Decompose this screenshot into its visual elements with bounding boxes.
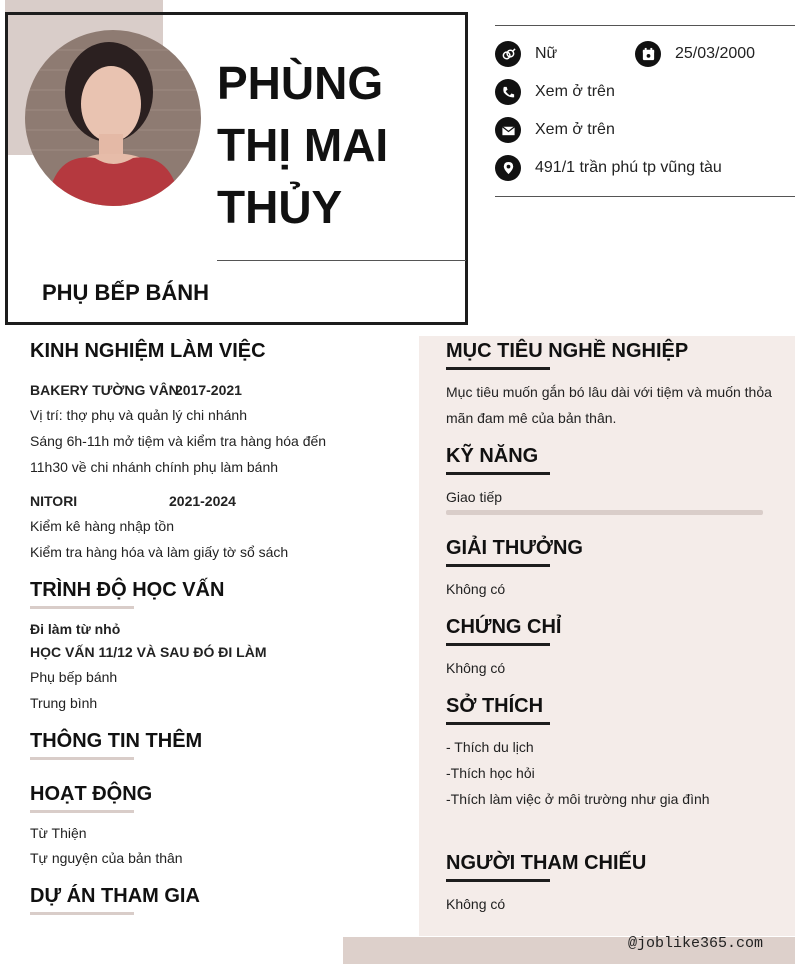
section-title-references: NGƯỜI THAM CHIẾU: [446, 852, 647, 874]
education-detail: Phụ bếp bánh: [30, 669, 118, 685]
section-title-extra: THÔNG TIN THÊM: [30, 730, 203, 752]
divider: [495, 196, 795, 197]
job-title: PHỤ BẾP BÁNH: [42, 280, 210, 305]
objective-text: mãn đam mê của bản thân.: [446, 410, 617, 426]
email-value: Xem ở trên: [535, 121, 615, 138]
section-underline: [446, 564, 550, 567]
job-company: BAKERY TƯỜNG VÂN: [30, 382, 179, 398]
contact-birthday: [635, 41, 755, 67]
section-underline: [446, 879, 550, 882]
hobby-item: - Thích du lịch: [446, 739, 534, 755]
section-underline: [446, 472, 550, 475]
phone-value: Xem ở trên: [535, 83, 615, 100]
job-period: 2017-2021: [175, 382, 242, 398]
section-title-education: TRÌNH ĐỘ HỌC VẤN: [30, 579, 225, 601]
education-detail: Trung bình: [30, 695, 98, 711]
section-underline: [446, 367, 550, 370]
section-title-activities: HOẠT ĐỘNG: [30, 783, 153, 805]
contact-address: [495, 155, 722, 181]
job-description: Kiểm tra hàng hóa và làm giấy tờ sổ sách: [30, 544, 289, 560]
watermark: @joblike365.com: [628, 935, 764, 952]
section-underline: [30, 810, 134, 813]
job-description: Sáng 6h-11h mở tiệm và kiểm tra hàng hóa đến: [30, 433, 327, 449]
section-underline: [446, 643, 550, 646]
section-underline: [30, 757, 134, 760]
divider: [495, 25, 795, 26]
birthday-value: 25/03/2000: [675, 45, 756, 62]
job-company: NITORI: [30, 493, 78, 509]
job-description: 11h30 về chi nhánh chính phụ làm bánh: [30, 459, 279, 475]
certificates-value: Không có: [446, 660, 506, 676]
divider: [217, 260, 466, 261]
section-title-certificates: CHỨNG CHỈ: [446, 616, 562, 638]
name-line: PHÙNG: [217, 57, 384, 109]
gender-value: Nữ: [535, 45, 558, 62]
section-title-hobbies: SỞ THÍCH: [446, 695, 544, 717]
gender-icon: [495, 41, 521, 67]
section-underline: [446, 722, 550, 725]
objective-text: Mục tiêu muốn gắn bó lâu dài với tiệm và muốn thỏa: [446, 384, 772, 400]
calendar-icon: [635, 41, 661, 67]
activity-item: Tự nguyện của bản thân: [30, 850, 183, 866]
education-school: Đi làm từ nhỏ: [30, 621, 121, 637]
hobby-item: -Thích làm việc ở môi trường như gia đình: [446, 791, 710, 807]
phone-icon: [495, 79, 521, 105]
activity-item: Từ Thiện: [30, 825, 87, 841]
skill-level-bar: [446, 510, 763, 515]
section-title-projects: DỰ ÁN THAM GIA: [30, 885, 200, 907]
hobby-item: -Thích học hỏi: [446, 765, 535, 781]
contact-gender: [495, 41, 557, 67]
section-title-awards: GIẢI THƯỞNG: [446, 537, 583, 559]
location-icon: [495, 155, 521, 181]
section-title-skills: KỸ NĂNG: [446, 445, 539, 467]
contact-phone: [495, 79, 615, 105]
job-period: 2021-2024: [169, 493, 236, 509]
awards-value: Không có: [446, 581, 506, 597]
skill-name: Giao tiếp: [446, 489, 503, 505]
contact-email: [495, 117, 615, 143]
section-title-objective: MỤC TIÊU NGHỀ NGHIỆP: [446, 340, 689, 362]
job-description: Kiểm kê hàng nhập tồn: [30, 518, 174, 534]
address-value: 491/1 trần phú tp vũng tàu: [535, 159, 722, 176]
section-title-experience: KINH NGHIỆM LÀM VIỆC: [30, 340, 266, 362]
name-line: THỦY: [217, 181, 343, 233]
email-icon: [495, 117, 521, 143]
job-description: Vị trí: thợ phụ và quản lý chi nhánh: [30, 407, 247, 423]
section-underline: [30, 606, 134, 609]
avatar: [25, 30, 201, 206]
candidate-name: [217, 52, 457, 238]
references-value: Không có: [446, 896, 506, 912]
name-line: THỊ MAI: [217, 119, 389, 171]
section-underline: [30, 912, 134, 915]
education-level: HỌC VẤN 11/12 VÀ SAU ĐÓ ĐI LÀM: [30, 644, 267, 660]
